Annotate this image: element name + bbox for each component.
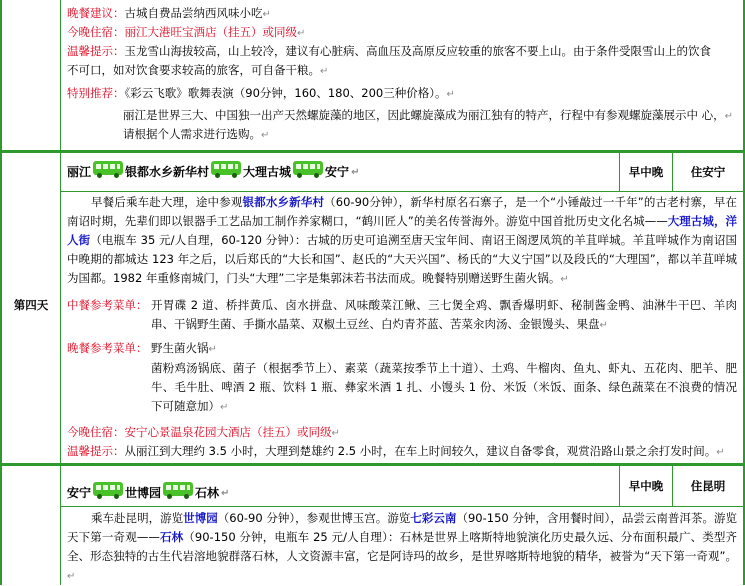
- lunch-text-block: [151, 296, 737, 335]
- return-arrow-icon: ↵: [716, 447, 725, 458]
- bus-icon: [163, 482, 193, 496]
- note-line-2: [123, 125, 737, 145]
- route-stop: 安宁: [67, 486, 92, 500]
- return-arrow-icon: ↵: [262, 9, 271, 20]
- attraction-link: 银都水乡新华村: [242, 195, 325, 209]
- desc-text: （90-150 分钟，含用餐时间），品尝云南普洱茶。游览天下第一奇观——: [67, 511, 738, 544]
- dinner-label: 晚餐参考菜单：: [67, 341, 148, 355]
- day5-header: [61, 466, 743, 507]
- stay-cell: 住安宁: [690, 165, 726, 179]
- route-stop: 世博园: [125, 486, 162, 500]
- route-stop: 安宁: [325, 165, 350, 179]
- route-stop: 石林: [195, 486, 220, 500]
- route: [67, 484, 229, 503]
- return-arrow-icon: ↵: [320, 66, 329, 77]
- desc-text: （90-150 分钟，电瓶车 25 元/人自理）：石林是世界上喀斯特地貌演化历史最久远、分布面积最广、类型齐全、形态独特的古生代岩溶地貌群落石林，人文资源丰富，它是阿诗玛的故乡，是世界喀斯特地貌的精华，被誉为“天下第一奇观”。: [67, 530, 738, 563]
- bus-icon: [211, 161, 241, 175]
- day-column: [2, 153, 61, 463]
- day5-description: [67, 509, 737, 586]
- return-arrow-icon: ↵: [261, 130, 270, 141]
- dinner-menu: [67, 339, 737, 417]
- day5-section: [0, 466, 745, 585]
- stay-text: 安宁心景温泉花园大酒店（挂五）或同级: [124, 425, 332, 439]
- meals-cell: 早中晚: [619, 153, 673, 191]
- return-arrow-icon: ↵: [560, 274, 569, 285]
- day4-header: [61, 153, 743, 192]
- day4-content: [61, 153, 743, 463]
- route-stop: 大理古城: [243, 165, 292, 179]
- prev-day-section: [0, 0, 745, 150]
- bus-icon: [93, 482, 123, 496]
- lunch-menu: [67, 296, 737, 335]
- return-arrow-icon: ↵: [297, 28, 306, 39]
- recommend-label: 特别推荐：: [67, 86, 125, 100]
- tip-text-2: 不可口，如对饮食要求较高的旅客，可自备干粮。: [67, 63, 320, 77]
- note-line-1: [123, 106, 737, 126]
- tip-label: 温馨提示：: [67, 44, 125, 58]
- route-stop: 银都水乡新华村: [125, 165, 210, 179]
- day4-stay-line: [67, 423, 737, 443]
- day4-section: [0, 153, 745, 463]
- dinner-title-block: [151, 339, 737, 359]
- return-arrow-icon: ↵: [446, 89, 455, 100]
- attraction-link: 世博园: [183, 511, 218, 525]
- recommend-text: 《彩云飞歌》歌舞表演（90分钟，160、180、200三种价格）。: [124, 86, 447, 100]
- return-arrow-icon: ↵: [67, 571, 76, 582]
- desc-text: 早餐后乘车赴大理，途中参观: [91, 195, 243, 209]
- note-text-2: 请根据个人需求进行选购。: [123, 127, 261, 141]
- prev-day-content: [61, 0, 743, 150]
- stay-cell: 住昆明: [690, 479, 726, 493]
- day-column: [2, 0, 61, 150]
- stay-label: 今晚住宿：: [67, 25, 125, 39]
- return-arrow-icon: ↵: [331, 428, 340, 439]
- day4-tip-line: [67, 442, 737, 462]
- return-arrow-icon: ↵: [599, 320, 608, 331]
- return-arrow-icon: ↵: [220, 402, 229, 413]
- bus-icon: [93, 161, 123, 175]
- meals-cell: 早中晚: [619, 466, 673, 506]
- desc-text: 乘车赴昆明，游览: [91, 511, 184, 525]
- day4-description: [67, 193, 737, 289]
- day5-content: [61, 466, 743, 585]
- stay-line: [67, 23, 737, 43]
- desc-text: （60-90分钟），新华村原名石寨子，是一个“小锤敲过一千年”的古老村寨，早在南诏时期，先辈们即以银器手工艺品加工制作养家糊口，“鹤川匠人”的美名传誉海外。游览中国首批历史文化名城——: [67, 195, 738, 228]
- day-column: [2, 466, 61, 585]
- dinner-title: 野生菌火锅: [151, 341, 209, 355]
- stay-label: 今晚住宿：: [67, 425, 125, 439]
- attraction-link: 大理古城，洋人街: [67, 214, 737, 247]
- day-label: 第四天: [13, 298, 49, 312]
- return-arrow-icon: ↵: [351, 167, 360, 178]
- lunch-text: 开胃碟 2 道、桥拌黄瓜、卤水拼盘、风味酸菜江鳅、三七煲全鸡、飘香爆明虾、秘制酱金鸭、油淋牛干巴、羊肉串、干锅野生菌、手撕水晶菜、双椒土豆丝、白灼青芥蓝、苦菜汆肉汤、金银馒头、果盘: [151, 298, 737, 331]
- stay-text: 丽江大港旺宝酒店（挂五）或同级: [124, 25, 297, 39]
- return-arrow-icon: ↵: [221, 488, 230, 499]
- dinner-label: 晚餐建议：: [67, 6, 125, 20]
- dinner-text: 古城自费品尝纳西风味小吃: [124, 6, 263, 20]
- recommend-line: [67, 84, 737, 104]
- desc-text: （电瓶车 35 元/人自理，60-120 分钟）：古城的历史可追溯至唐天宝年间、南诏王阁逻凤筑的羊苴咩城。羊苴咩城作为南诏国中晚期的都城达 123 年之后，以后郑氏的“大长和国”、赵氏的“大天兴国”、杨氏的“大义宁国”以及段氏的“大理国”，都以羊苴咩城为国都。1982 年重修南城门，门头“大理”二字是集郭沫若书法而成。晚餐特别赠送野生菌火锅。: [67, 233, 738, 285]
- desc-text: （60-90 分钟），参观世博玉宫。游览: [217, 511, 411, 525]
- attraction-link: 石林: [159, 530, 184, 544]
- tip-label: 温馨提示：: [67, 444, 125, 458]
- tip-line-1: [67, 42, 737, 61]
- attraction-link: 七彩云南: [410, 511, 457, 525]
- lunch-label: 中餐参考菜单：: [67, 298, 148, 312]
- note-text-1: 丽江是世界三大、中国独一出产天然螺旋藻的地区，因此螺旋藻成为丽江独有的特产，行程中有参观螺旋藻展示中 心，: [123, 108, 725, 122]
- dinner-suggestion: [67, 4, 737, 24]
- route-stop: 丽江: [67, 165, 92, 179]
- dinner-text-block: [151, 359, 737, 417]
- return-arrow-icon: ↵: [208, 344, 217, 355]
- tip-line-2: [67, 61, 737, 81]
- dinner-text: 菌粉鸡汤锅底、菌子（根据季节上）、素菜（蔬菜按季节上十道）、土鸡、牛榴肉、鱼丸、虾丸、五花肉、肥羊、肥牛、毛牛肚、啤酒 2 瓶、饮料 1 瓶、彝家米酒 1 扎、小馒头 1 份、米饭（米饭、面条、绿色蔬菜在不浪费的情况下可随意加）: [151, 361, 737, 413]
- route: [67, 163, 359, 182]
- tip-text-1: 玉龙雪山海拔较高，山上较冷，建议有心脏病、高血压及高原反应较重的旅客不要上山。由于条件受限雪山上的饮食: [124, 44, 711, 58]
- bus-icon: [293, 161, 323, 175]
- tip-text: 从丽江到大理约 3.5 小时，大理到楚雄约 2.5 小时，在车上时间较久，建议自备零食，观赏沿路山景之余打发时间。: [124, 444, 717, 458]
- return-arrow-icon: ↵: [724, 111, 734, 122]
